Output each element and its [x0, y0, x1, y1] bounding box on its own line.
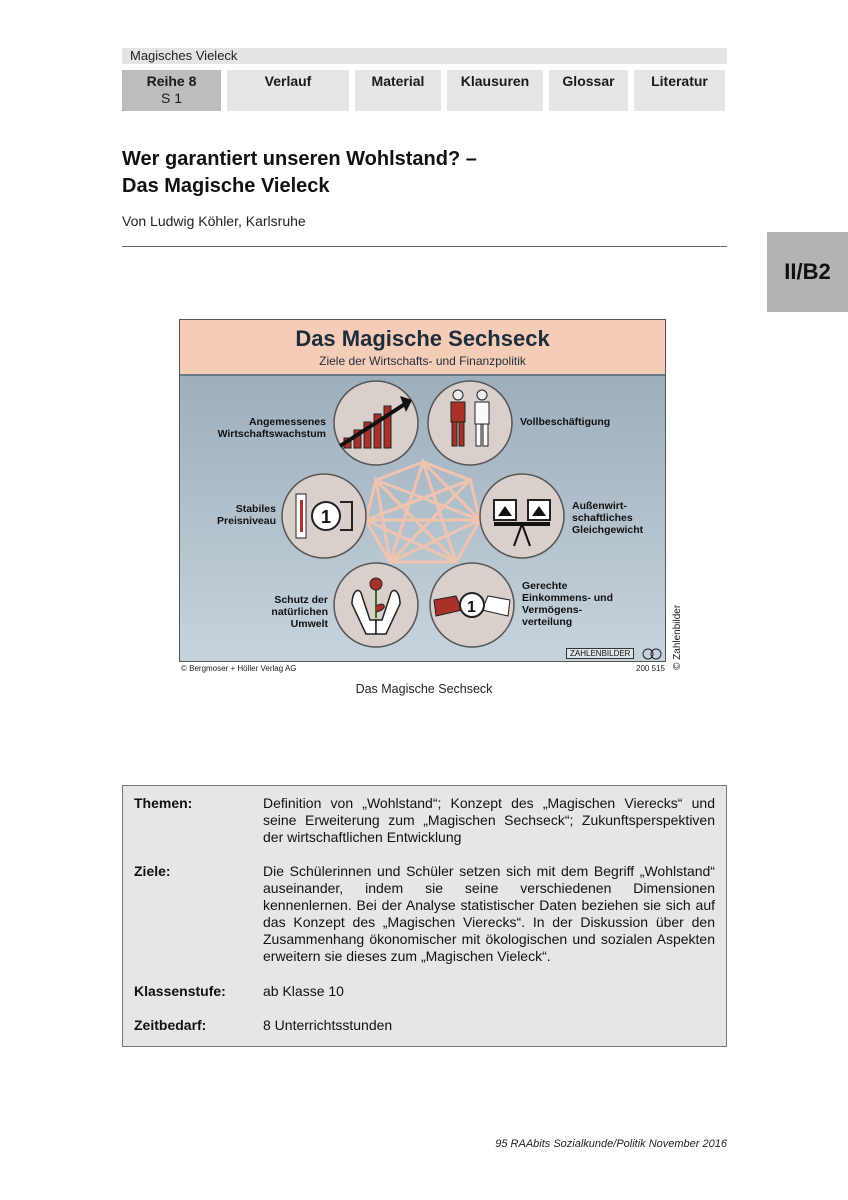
footer-publication: 95 RAAbits Sozialkunde/Politik November 2016	[495, 1138, 727, 1150]
figure-code: 200 515	[636, 664, 665, 673]
label-price-level: Stabiles Preisniveau	[217, 503, 276, 527]
price-coin-value: 1	[321, 507, 332, 527]
title-line-1: Wer garantiert unseren Wohlstand? –	[122, 148, 477, 170]
nav-tab-klausuren[interactable]: Klausuren	[447, 70, 543, 111]
goals-label: Ziele:	[134, 863, 171, 879]
label-growth: Angemessenes Wirtschaftswachstum	[217, 416, 326, 440]
nav-tab-glossar[interactable]: Glossar	[549, 70, 628, 111]
nav-tab-sub: S 1	[160, 90, 182, 106]
themes-text: Definition von „Wohlstand“; Konzept des „Magischen Vierecks“ und seine Erweiterung zum „Magischen Sechseck“; Zukunftsperspektiven der wirtschaftlichen Entwicklung	[263, 795, 715, 845]
label-external-balance: Außenwirt- schaftliches Gleichgewicht	[572, 500, 644, 536]
themes-label: Themen:	[134, 795, 193, 811]
figure-copyright: © Bergmoser + Höller Verlag AG	[181, 664, 297, 673]
divider	[122, 246, 727, 247]
article-title	[122, 146, 477, 200]
figure-caption: Das Magische Sechseck	[355, 682, 493, 696]
distribution-coin-value: 1	[467, 599, 476, 616]
author-line: Von Ludwig Köhler, Karlsruhe	[122, 213, 306, 229]
hexagon-lines	[366, 462, 480, 562]
figure-header	[180, 320, 665, 376]
title-line-2: Das Magische Vieleck	[122, 175, 330, 197]
figure-subtitle: Ziele der Wirtschafts- und Finanzpolitik	[319, 354, 526, 368]
info-box	[122, 785, 727, 1047]
goals-text: Die Schülerinnen und Schüler setzen sich mit dem Begriff „Wohlstand“ auseinander, indem sie seine verschiedenen Dimensionen kennenlernen. Bei der Analyse statistischer Daten beziehen sie sich auf das Konzept des „Magischen Vierecks“. In der Diskussion über den Zusammenhang ökonomischer mit ökologischen und sozialen Aspekten erweitern sie dieses zum „Magischen Vieleck“.	[263, 863, 715, 964]
navigation-bar	[122, 70, 727, 111]
magic-hexagon-figure	[179, 319, 666, 662]
label-distribution: Gerechte Einkommens- und Vermögens- verteilung	[522, 580, 614, 628]
label-environment: Schutz der natürlichen Umwelt	[271, 594, 328, 630]
series-title: Magisches Vieleck	[122, 48, 727, 64]
nav-tab-literatur[interactable]: Literatur	[634, 70, 725, 111]
nav-tab-label: Reihe 8	[146, 73, 197, 89]
grade-text: ab Klasse 10	[263, 983, 344, 999]
figure-credit: © Zahlenbilder	[672, 604, 683, 670]
nav-tab-reihe[interactable]	[122, 70, 221, 111]
figure-brand: ZAHLENBILDER	[566, 648, 634, 659]
nav-tab-material[interactable]: Material	[355, 70, 441, 111]
time-label: Zeitbedarf:	[134, 1017, 207, 1033]
label-employment: Vollbeschäftigung	[520, 416, 611, 428]
grade-label: Klassenstufe:	[134, 983, 226, 999]
nav-tab-verlauf[interactable]: Verlauf	[227, 70, 349, 111]
time-text: 8 Unterrichtsstunden	[263, 1017, 393, 1033]
brand-logo-icon	[643, 649, 661, 659]
chapter-tab: II/B2	[767, 232, 848, 312]
figure-title: Das Magische Sechseck	[295, 326, 550, 351]
